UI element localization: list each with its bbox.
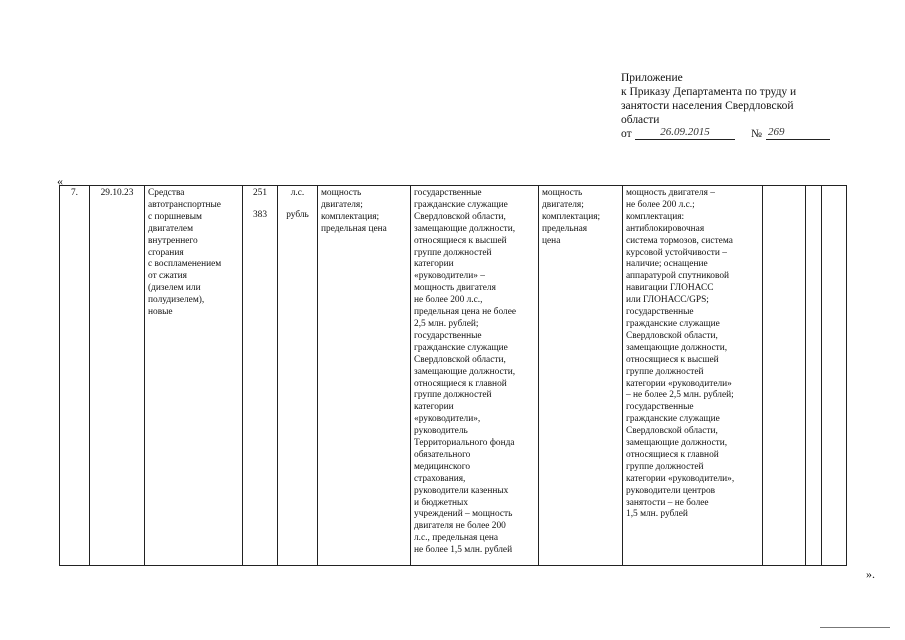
- appendix-title: Приложение: [621, 72, 683, 84]
- unit-code-1: 251: [252, 188, 268, 198]
- order-date-number-line: [621, 127, 891, 143]
- closing-quote: ».: [866, 567, 875, 581]
- characteristics-cell-2: мощность двигателя; комплектация; предельная цена: [539, 186, 623, 566]
- page-edge-mark: [820, 627, 890, 628]
- table-row: [60, 186, 847, 566]
- order-date: 26.09.2015: [635, 125, 735, 140]
- appendix-order-ref-line1: к Приказу Департамента по труду и: [621, 86, 797, 98]
- unit-code-2: 383: [252, 209, 268, 220]
- procurement-requirements-table: [59, 185, 847, 566]
- unit-names: [278, 186, 318, 566]
- opening-quote: «: [57, 174, 63, 188]
- row-number: 7.: [60, 186, 90, 566]
- unit-codes: [243, 186, 278, 566]
- appendix-order-ref-line2: занятости населения Свердловской: [621, 100, 794, 112]
- number-label: №: [751, 128, 762, 140]
- from-label: от: [621, 128, 632, 140]
- empty-cell-1: [763, 186, 806, 566]
- requirements-cell: государственные гражданские служащие Свердловской области, замещающие должности, относящиеся к высшей группе должностей категории «руководители» – мощность двигателя не более 200 л.с., предельная цена не более 2,5 млн. рублей; государственные гражданские служащие Свердловской области, замещающие должности, относящиеся к главной группе должностей категории «руководители», руководитель Территориального фонда обязательного медицинского страхования, руководители казенных и бюджетных учреждений – мощность двигателя не более 200 л.с., предельная цена не более 1,5 млн. рублей: [411, 186, 539, 566]
- order-number: 269: [766, 125, 830, 140]
- values-cell: мощность двигателя – не более 200 л.с.; комплектация: антиблокировочная система тормозов, система курсовой устойчивости – наличие; оснащение аппаратурой спутниковой навигации ГЛОНАСС или ГЛОНАСС/GPS; государственные гражданские служащие Свердловской области, замещающие должности, относящиеся к высшей группе должностей категории «руководители» – не более 2,5 млн. рублей; государственные гражданские служащие Свердловской области, замещающие должности, относящиеся к главной группе должностей категории «руководители», руководители центров занятости – не более 1,5 млн. рублей: [623, 186, 763, 566]
- empty-cell-2: [806, 186, 822, 566]
- empty-cell-3: [822, 186, 847, 566]
- appendix-order-ref-line3: области: [621, 114, 660, 126]
- appendix-header: [621, 71, 891, 143]
- okpd-code: 29.10.23: [90, 186, 145, 566]
- unit-name-1: л.с.: [290, 188, 305, 198]
- characteristics-cell: мощность двигателя; комплектация; предельная цена: [318, 186, 411, 566]
- unit-name-2: рубль: [286, 209, 309, 220]
- item-name: Средства автотранспортные с поршневым двигателем внутреннего сгорания с воспламенением от сжатия (дизелем или полудизелем), новые: [145, 186, 243, 566]
